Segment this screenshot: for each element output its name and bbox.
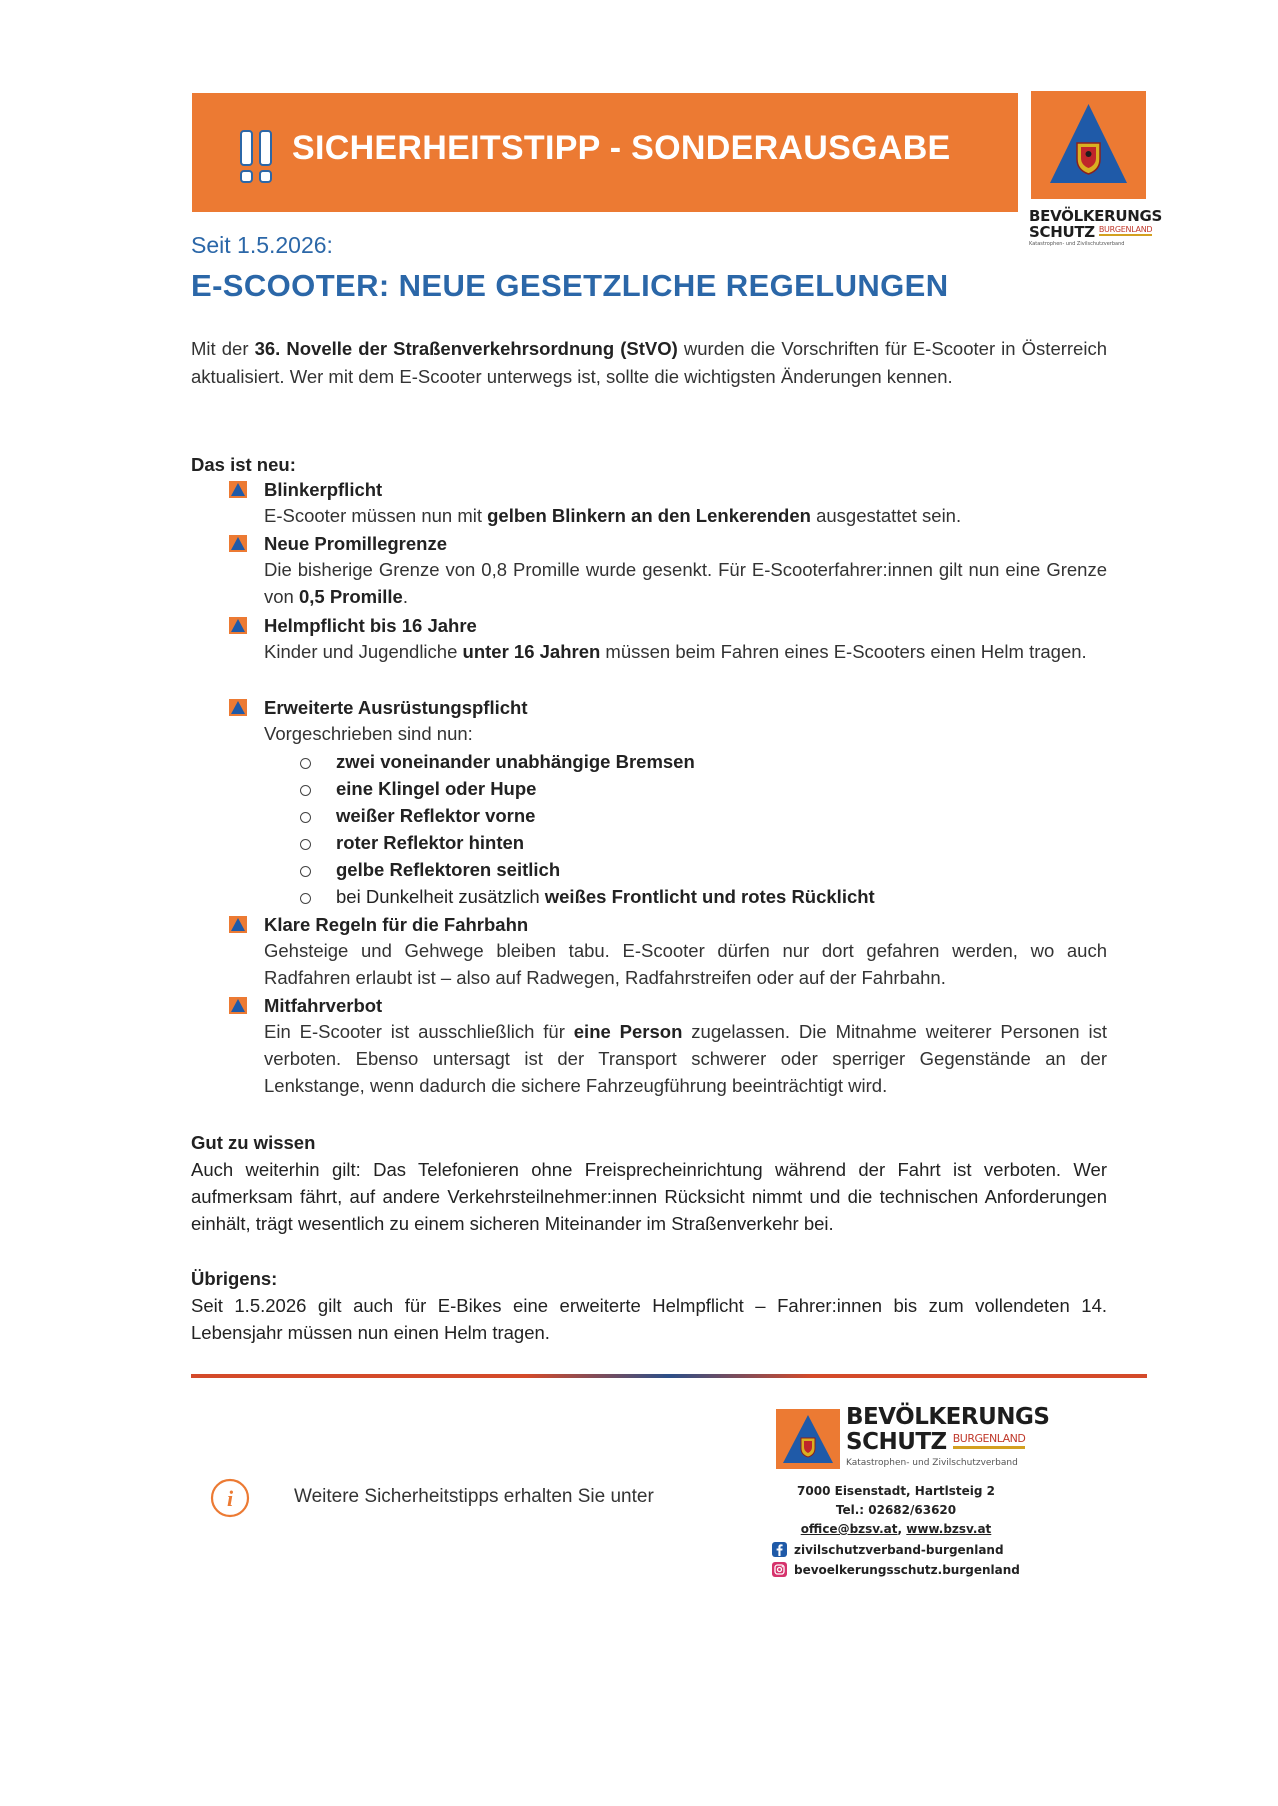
item-text-roadway: Gehsteige und Gehwege bleiben tabu. E-Scooter dürfen nur dort gefahren werden, wo auch Radfahren erlaubt ist – also auf Radwegen, Radfahrstreifen oder auf der Fahrbahn. [264, 940, 1107, 988]
brand-subline: Katastrophen- und Zivilschutzverband [846, 1458, 1018, 1468]
item-text-bold: eine Person [573, 1021, 683, 1042]
subitem-text: weißer Reflektor vorne [336, 805, 536, 826]
bullet-triangle-icon [229, 481, 247, 498]
subitem-text: roter Reflektor hinten [336, 832, 525, 853]
item-title-roadway: Klare Regeln für die Fahrbahn [264, 914, 529, 935]
item-title-blinker: Blinkerpflicht [264, 479, 383, 500]
brand-schutz: SCHUTZ [1029, 223, 1095, 241]
item-title-passenger: Mitfahrverbot [264, 995, 383, 1016]
section-heading-good-to-know: Gut zu wissen [191, 1132, 316, 1153]
banner-title: SICHERHEITSTIPP - SONDERAUSGABE [292, 129, 951, 167]
brand-region: BURGENLAND [953, 1433, 1026, 1449]
item-text-helmet [264, 638, 1107, 665]
email-link[interactable]: office@bzsv.at [800, 1522, 898, 1536]
good-to-know-text: Auch weiterhin gilt: Das Telefonieren ohne Freisprecheinrichtung während der Fahrt ist verboten. Wer aufmerksam fährt, auf andere Verkehrsteilnehmer:innen Rücksicht nimmt und die technischen Anforderungen einhält, trägt wesentlich zu einem sicheren Miteinander im Straßenverkehr bei. [191, 1159, 1107, 1234]
page-headline: E-SCOOTER: NEUE GESETZLICHE REGELUNGEN [191, 268, 949, 303]
item-text-passenger [264, 1018, 1107, 1099]
item-text-equipment: Vorgeschrieben sind nun: [264, 723, 473, 744]
civil-protection-triangle-icon [776, 1409, 840, 1469]
svg-text:i: i [226, 1486, 234, 1511]
brand-line1: BEVÖLKERUNGS [1029, 207, 1163, 225]
item-text-bold: unter 16 Jahren [462, 641, 601, 662]
email-web-line: office@bzsv.at, www.bzsv.at [800, 1522, 992, 1536]
brand-wordmark-bottom [846, 1405, 1049, 1468]
item-text-part: müssen beim Fahren eines E-Scooters einen Helm tragen. [600, 641, 1087, 662]
brand-schutz: SCHUTZ [846, 1429, 947, 1455]
web-link[interactable]: www.bzsv.at [906, 1522, 992, 1536]
bullet-triangle-icon [229, 699, 247, 716]
civil-protection-logo [1031, 91, 1146, 199]
item-text-promille [264, 556, 1107, 610]
item-text-part: ausgestattet sein. [810, 505, 962, 526]
intro-paragraph [191, 335, 1107, 391]
item-text-bold: 0,5 Promille [298, 586, 403, 607]
facebook-handle: zivilschutzverband-burgenland [794, 1542, 1004, 1557]
info-icon [210, 1478, 250, 1518]
intro-text-1: Mit der [191, 338, 255, 359]
circle-bullet-icon [300, 893, 311, 904]
item-title-helmet: Helmpflicht bis 16 Jahre [264, 615, 477, 636]
item-text-part: zugelassen. Die Mitnahme weiterer Personen ist verboten. Ebenso untersagt ist der Transport schwerer oder sperriger Gegenstände an der Lenkstange, wenn dadurch die sichere Fahrzeugführung beeinträchtigt wird. [264, 1021, 1107, 1096]
subitem-text-bold: weißes Frontlicht und rotes Rücklicht [544, 886, 875, 907]
facebook-icon [772, 1542, 787, 1557]
bullet-triangle-icon [229, 617, 247, 634]
brand-wordmark-top [1029, 207, 1163, 247]
intro-bold: 36. Novelle der Straßenverkehrsordnung (StVO) [254, 338, 678, 359]
circle-bullet-icon [300, 839, 311, 850]
subitem-text [336, 886, 875, 908]
item-text-part: Ein E-Scooter ist ausschließlich für [264, 1021, 574, 1042]
civil-protection-triangle-icon [1031, 91, 1146, 199]
brand-subline: Katastrophen- und Zivilschutzverband [1029, 241, 1125, 247]
circle-bullet-icon [300, 785, 311, 796]
by-the-way-text: Seit 1.5.2026 gilt auch für E-Bikes eine erweiterte Helmpflicht – Fahrer:innen bis zum vollendeten 14. Lebensjahr müssen nun einen Helm tragen. [191, 1295, 1107, 1343]
section-heading-new: Das ist neu: [191, 454, 296, 475]
brand-line2 [846, 1430, 1049, 1455]
section-heading-by-the-way: Übrigens: [191, 1268, 278, 1289]
instagram-handle: bevoelkerungsschutz.burgenland [794, 1562, 1020, 1577]
more-tips-text: Weitere Sicherheitstipps erhalten Sie unter [294, 1486, 654, 1507]
item-text-part: E-Scooter müssen nun mit [264, 505, 488, 526]
since-date: Seit 1.5.2026: [191, 232, 333, 258]
subitem-text: zwei voneinander unabhängige Bremsen [336, 751, 695, 772]
circle-bullet-icon [300, 812, 311, 823]
item-text-blinker [264, 502, 1107, 529]
item-title-promille: Neue Promillegrenze [264, 533, 448, 554]
header-banner [192, 93, 1018, 212]
item-title-equipment: Erweiterte Ausrüstungspflicht [264, 697, 528, 718]
civil-protection-logo-bottom [776, 1409, 840, 1469]
instagram-row[interactable] [772, 1562, 1020, 1577]
footer-divider [191, 1374, 1147, 1378]
instagram-icon [772, 1562, 787, 1577]
phone: Tel.: 02682/63620 [835, 1503, 957, 1517]
circle-bullet-icon [300, 758, 311, 769]
intro-text-2: wurden die Vorschriften für E-Scooter in Österreich aktualisiert. Wer mit dem E-Scooter unterwegs ist, sollte die wichtigsten Änderungen kennen. [191, 338, 1107, 387]
item-text-part: Die bisherige Grenze von 0,8 Promille wurde gesenkt. Für E-Scooterfahrer:innen gilt nun eine Grenze von [264, 559, 1107, 607]
bullet-triangle-icon [229, 535, 247, 552]
facebook-row[interactable] [772, 1542, 1004, 1557]
double-exclamation-icon [238, 129, 274, 183]
brand-line2 [1029, 223, 1153, 241]
bullet-triangle-icon [229, 916, 247, 933]
item-text-bold: gelben Blinkern an den Lenkerenden [487, 505, 811, 526]
bullet-triangle-icon [229, 997, 247, 1014]
subitem-text: gelbe Reflektoren seitlich [336, 859, 561, 880]
contact-block [776, 1482, 1016, 1539]
brand-region: BURGENLAND [1098, 225, 1153, 234]
item-text-part: Kinder und Jugendliche [264, 641, 463, 662]
address: 7000 Eisenstadt, Hartlsteig 2 [797, 1484, 995, 1498]
circle-bullet-icon [300, 866, 311, 877]
brand-line1: BEVÖLKERUNGS [846, 1404, 1050, 1430]
item-text-part: . [402, 586, 408, 607]
subitem-text-plain: bei Dunkelheit zusätzlich [336, 886, 545, 907]
subitem-text: eine Klingel oder Hupe [336, 778, 537, 799]
